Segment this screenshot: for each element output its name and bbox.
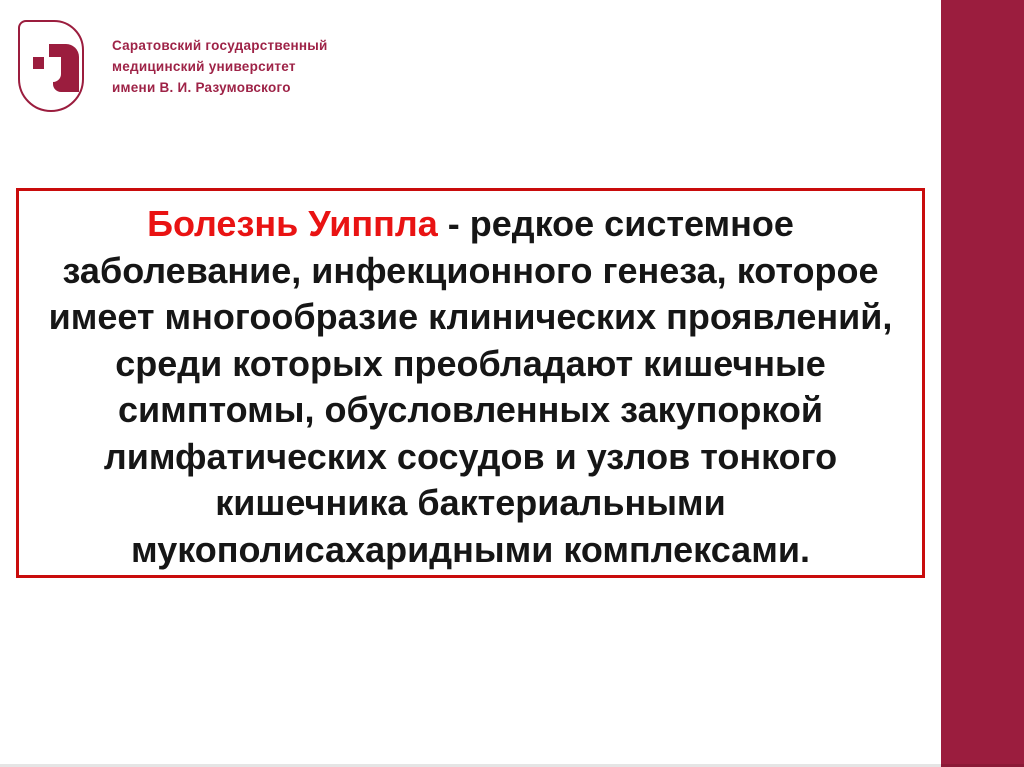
definition-line: кишечника бактериальными <box>215 482 726 523</box>
definition-line: имеет многообразие клинических проявлений, <box>48 296 893 337</box>
university-name-line: Саратовский государственный <box>112 37 328 53</box>
definition-box <box>16 188 925 578</box>
accent-bar <box>941 0 1024 767</box>
definition-line: мукополисахаридными комплексами. <box>131 528 810 570</box>
term-highlight: Болезнь Уиппла <box>147 203 438 244</box>
university-emblem-icon <box>18 20 84 112</box>
definition-line <box>19 201 922 248</box>
university-name <box>112 35 328 98</box>
pixel-r-glyph-icon <box>33 44 79 92</box>
definition-line: симптомы, обусловленных закупоркой <box>117 389 824 430</box>
university-name-line: имени В. И. Разумовского <box>112 79 291 95</box>
definition-line-rest: - редкое системное <box>437 203 794 244</box>
university-logo <box>18 20 328 112</box>
university-name-line: медицинский университет <box>112 58 296 74</box>
definition-line: заболевание, инфекционного генеза, которое <box>62 249 879 291</box>
definition-line: лимфатических сосудов и узлов тонкого <box>103 435 838 477</box>
definition-line: среди которых преобладают кишечные <box>115 342 826 384</box>
